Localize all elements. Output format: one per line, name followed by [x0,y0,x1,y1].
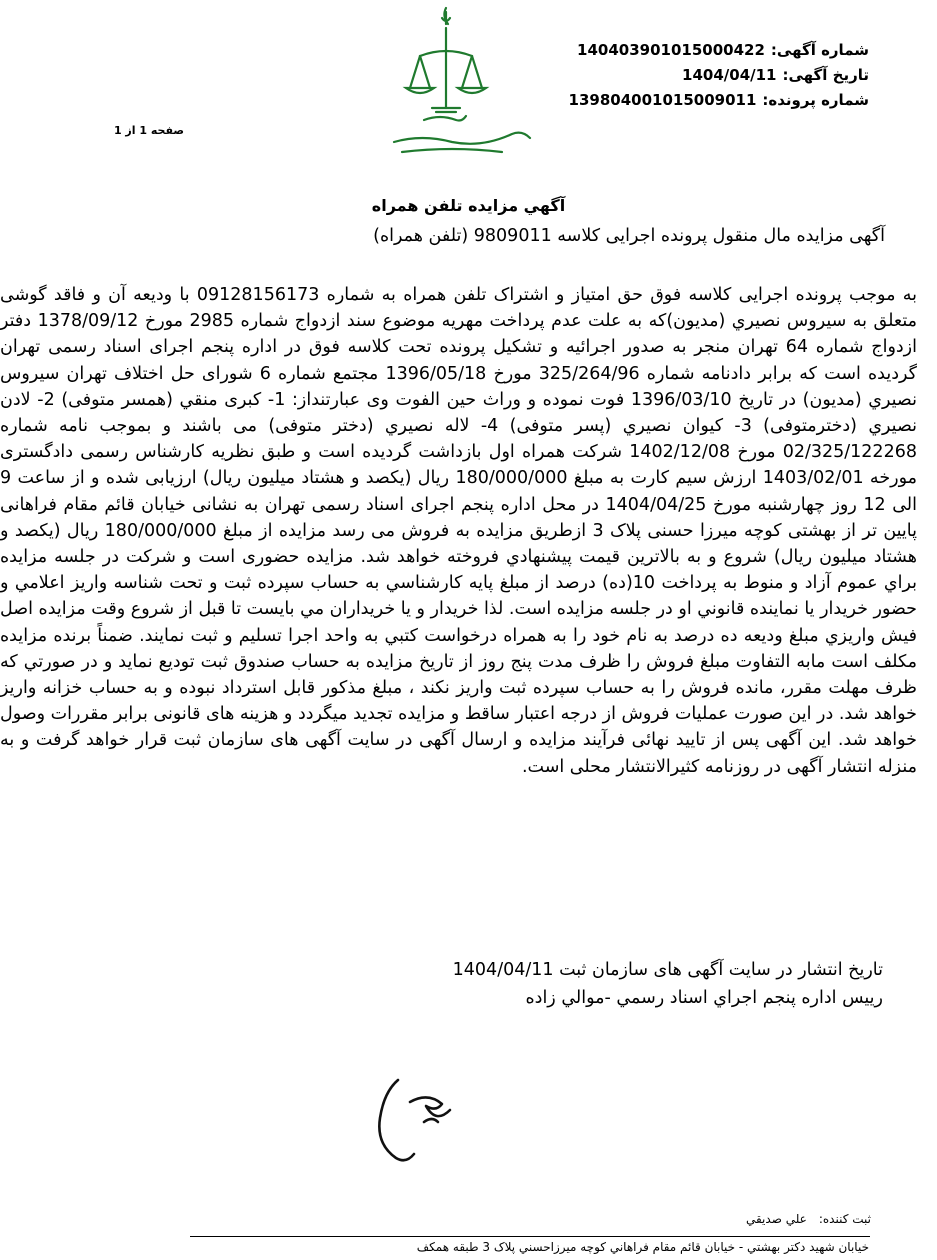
page-title: آگهي مزايده تلفن همراه [371,196,566,215]
registrar-label: ثبت کننده: [818,1212,871,1226]
file-number-label: شماره پرونده: [762,91,869,109]
footer-divider [190,1236,870,1237]
office-head: رييس اداره پنجم اجراي اسناد رسمي -موالي زاده [525,988,883,1008]
publication-block [183,956,883,1012]
notice-number-row [509,38,869,63]
registrar [571,1212,871,1226]
notice-body: به موجب پرونده اجرایی کلاسه فوق حق امتیاز و اشتراک تلفن همراه به شماره 09128156173 با ودیعه آن و فاقد گوشی متعلق به سیروس نصیري (مديون)که به علت عدم پرداخت مهريه موضوع سند ازدواج شماره 2985 مورخ 1378/09/12 دفتر ازدواج شماره 64 تهران منجر به صدور اجرائيه و تشكيل پرونده تحت کلاسه فوق در اداره پنجم اجرای اسناد رسمی تهران گردیده است که برابر دادنامه شماره 325/264/96 مورخ 1396/05/18 مجتمع شماره 6 شورای حل اختلاف تهران سیروس نصیري (مديون) در تاریخ 1396/03/10 فوت نموده و وراث حین الفوت وی عبارتنداز: 1- کبری منقي (همسر متوفى) 2- لادن نصيري (دخترمتوفى) 3- كيوان نصيري (پسر متوفى) 4- لاله نصيري (دختر متوفى) می باشند و بموجب نامه شماره 02/325/122268 مورخ 1402/12/08 شرکت همراه اول بازداشت گردیده است و طبق نظریه کارشناس رسمی دادگستری مورخه 1403/02/01 ارزش سیم کارت به مبلغ 180/000/000 ریال (یکصد و هشتاد میلیون ریال) ارزیابی شده و از ساعت 9 الی 12 روز چهارشنبه مورخ 1404/04/25 در محل اداره پنجم اجرای اسناد رسمی تهران به نشانی خیابان قائم مقام فراهانی پایین تر از بهشتی کوچه میرزا حسنی پلاک 3 ازطریق مزایده به فروش می رسد مزایده از مبلغ 180/000/000 ریال (یکصد و هشتاد میلیون ریال) شروع و به بالاترين قيمت پيشنهادي فروخته خواهد شد. مزایده حضوری است و شرکت در جلسه مزايده براي عموم آزاد و منوط به پرداخت 10(ده) درصد از مبلغ پايه كارشناسي به حساب سپرده ثبت و تحت شناسه واريز اعلامي و حضور خريدار يا نماينده قانوني او در جلسه مزايده است. لذا خريدار و يا خريداران مي بايست تا قبل از شروع وقت مزايده اصل فيش واريزي مبلغ وديعه ده درصد به نام خود را به همراه درخواست كتبي به واحد اجرا تسليم و ثبت نمايند. ضمناً برنده مزايده مكلف است مابه التفاوت مبلغ فروش را ظرف مدت پنج روز از تاريخ مزايده به حساب صندوق ثبت توديع نمايد و در صورتي كه ظرف مهلت مقرر، مانده فروش را به حساب سپرده ثبت واريز نكند ، مبلغ مذكور قابل استرداد نبوده و به حساب خزانه واريز خواهد شد. در این صورت عملیات فروش از درجه اعتبار ساقط و مزایده تجدید میگردد و هزینه های قانونی برابر مقررات وصول خواهد شد. این آگهی پس از تایید نهائی فرآیند مزایده و ارسال آگهی در سایت آگهی های سازمان ثبت قرار خواهد گرفت و به منزله انتشار آگهی در روزنامه کثیرالانتشار محلی است. [0,285,918,777]
judiciary-emblem-icon [362,2,562,162]
handwritten-signature-icon [340,1062,470,1174]
notice-date-row [509,63,869,88]
notice-subtitle: آگهی مزایده مال منقول پرونده اجرایی کلاسه 9809011 (تلفن همراه) [373,226,885,246]
page-number: صفحه 1 از 1 [113,124,184,137]
notice-date: 1404/04/11 [682,66,777,84]
notice-number-label: شماره آگهی: [770,41,869,59]
notice-metadata [509,38,869,113]
office-address: خيابان شهيد دكتر بهشتي - خيابان قائم مقام فراهاني كوچه ميرزاحسني پلاک 3 طبقه همكف [416,1240,869,1254]
registrar-name: علي صديقي [745,1212,807,1226]
file-number: 139804001015009011 [568,91,757,109]
file-number-row [509,88,869,113]
publication-date: تاریخ انتشار در سایت آگهی های سازمان ثبت 1404/04/11 [452,960,883,980]
notice-date-label: تاریخ آگهی: [782,66,869,84]
notice-number: 140403901015000422 [577,41,765,59]
